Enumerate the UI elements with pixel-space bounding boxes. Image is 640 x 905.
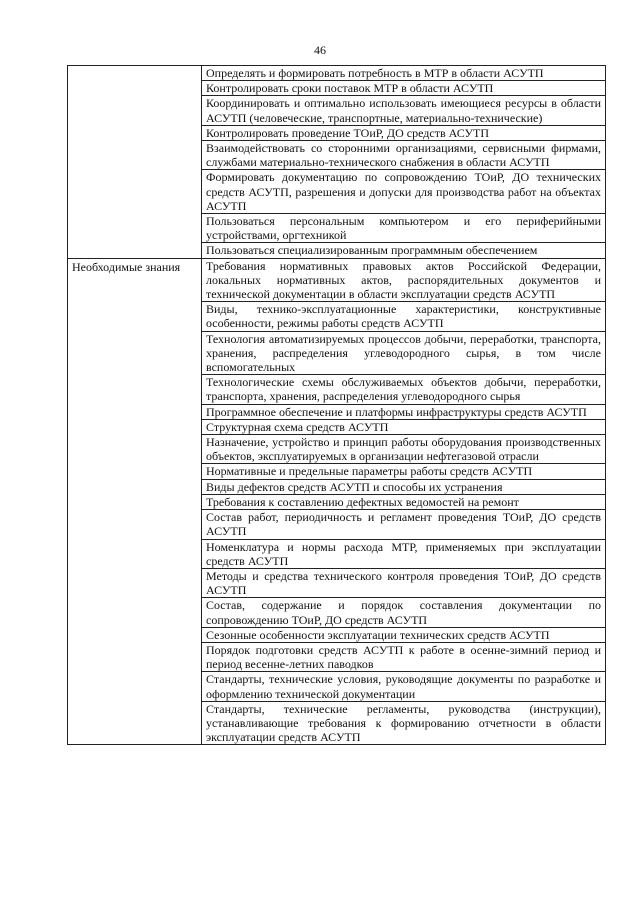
list-item: Номенклатура и нормы расхода МТР, применяемых при эксплуатации средств АСУТП	[202, 539, 605, 568]
list-item: Формировать документацию по сопровождению ТОиР, ДО технических средств АСУТП, разрешения и допуски для производства работ на объектах АСУТП	[202, 169, 605, 213]
list-item: Стандарты, технические условия, руководящие документы по разработке и оформлению технической документации	[202, 671, 605, 700]
section-label	[68, 66, 201, 68]
list-item: Контролировать проведение ТОиР, ДО средств АСУТП	[202, 125, 605, 140]
list-item: Требования к составлению дефектных ведомостей на ремонт	[202, 494, 605, 509]
list-item: Сезонные особенности эксплуатации технических средств АСУТП	[202, 627, 605, 642]
table-row	[68, 258, 606, 745]
list-item: Методы и средства технического контроля проведения ТОиР, ДО средств АСУТП	[202, 568, 605, 597]
table-body	[68, 66, 606, 745]
list-item: Структурная схема средств АСУТП	[202, 419, 605, 434]
list-item: Технология автоматизируемых процессов добычи, переработки, транспорта, хранения, распределения углеводородного сырья, в том числе вспомогательных	[202, 331, 605, 375]
list-item: Требования нормативных правовых актов Российской Федерации, локальных нормативных актов, распорядительных документов и технической документации в области эксплуатации средств АСУТП	[206, 258, 601, 302]
list-item: Порядок подготовки средств АСУТП к работе в осенне-зимний период и период весенне-летних паводков	[202, 642, 605, 671]
list-item: Назначение, устройство и принцип работы оборудования производственных объектов, эксплуатируемых в организации нефтегазовой отрасли	[202, 434, 605, 463]
section-items-cell	[202, 258, 606, 745]
section-label-cell	[68, 66, 202, 259]
list-item: Пользоваться специализированным программным обеспечением	[202, 242, 605, 257]
list-item: Виды, технико-эксплуатационные характеристики, конструктивные особенности, режимы работы средств АСУТП	[202, 301, 605, 330]
table-row	[68, 66, 606, 259]
list-item: Пользоваться персональным компьютером и его периферийными устройствами, оргтехникой	[202, 213, 605, 242]
list-item: Стандарты, технические регламенты, руководства (инструкции), устанавливающие требования к формированию отчетности в области эксплуатации средств АСУТП	[202, 701, 605, 745]
list-item: Определять и формировать потребность в МТР в области АСУТП	[206, 66, 544, 80]
section-label-cell	[68, 258, 202, 745]
section-items-cell	[202, 66, 606, 259]
list-item: Нормативные и предельные параметры работы средств АСУТП	[202, 463, 605, 478]
list-item: Взаимодействовать со сторонними организациями, сервисными фирмами, службами материально-технического снабжения в области АСУТП	[202, 140, 605, 169]
list-item: Контролировать сроки поставок МТР в области АСУТП	[202, 80, 605, 95]
list-item: Состав работ, периодичность и регламент проведения ТОиР, ДО средств АСУТП	[202, 509, 605, 538]
list-item: Координировать и оптимально использовать имеющиеся ресурсы в области АСУТП (человеческие, транспортные, материально-технические)	[202, 95, 605, 124]
competency-table	[67, 65, 606, 745]
list-item: Виды дефектов средств АСУТП и способы их устранения	[202, 479, 605, 494]
list-item: Программное обеспечение и платформы инфраструктуры средств АСУТП	[202, 404, 605, 419]
section-label: Необходимые знания	[72, 259, 181, 274]
list-item: Состав, содержание и порядок составления документации по сопровождению ТОиР, ДО средств АСУТП	[202, 597, 605, 626]
page-number: 46	[314, 43, 326, 57]
list-item: Технологические схемы обслуживаемых объектов добычи, переработки, транспорта, хранения, распределения углеводородного сырья	[202, 374, 605, 403]
